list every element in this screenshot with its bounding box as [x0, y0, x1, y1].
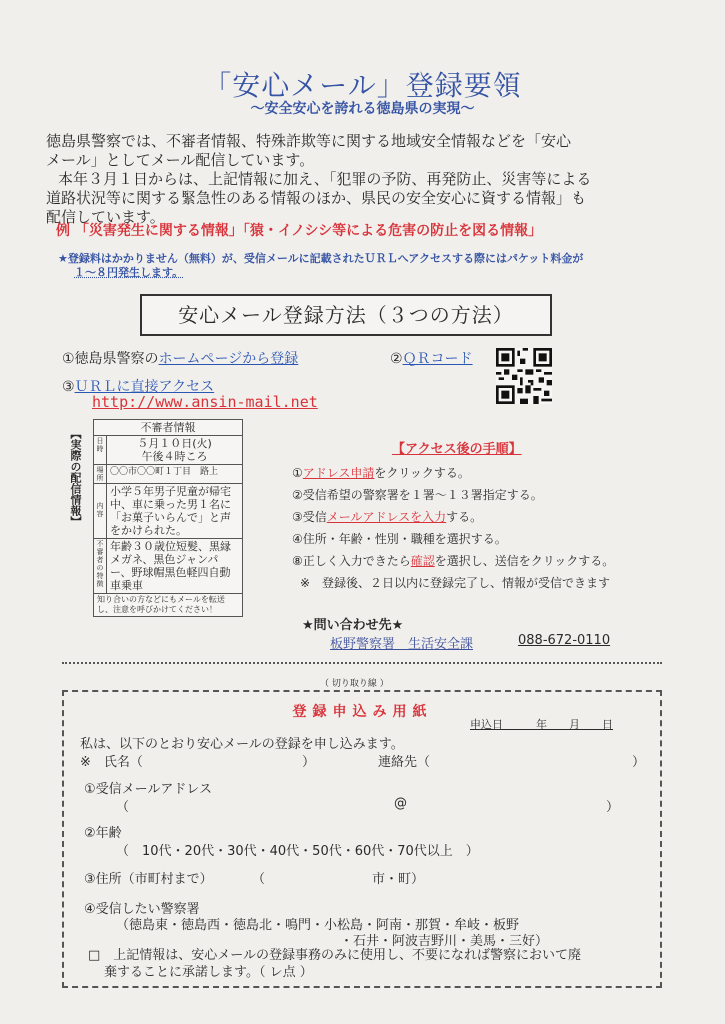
email-open: （	[116, 800, 130, 815]
sample-notification-box	[93, 419, 243, 617]
methods-heading-box: 安心メール登録方法（３つの方法）	[140, 294, 552, 336]
step-5-pre: ⑧正しく入力できたら	[292, 554, 411, 568]
step-3-num: ③受信	[292, 510, 327, 524]
fee-note-line-1: ★登録料はかかりません（無料）が、受信メールに記載されたＵＲＬへアクセスする際にはパケット料金が	[58, 252, 584, 265]
method-homepage-prefix: ①徳島県警察の	[62, 351, 159, 367]
sample-side-label: 【実際の配信情報】	[69, 428, 82, 527]
intro-line-5: 配信しています。	[46, 208, 165, 226]
contact-office: 板野警察署 生活安全課	[330, 637, 474, 652]
sample-content-row	[94, 483, 242, 538]
sample-date-day: ５月１０日(火)	[137, 437, 212, 450]
step-3	[292, 508, 482, 525]
steps-note: ※ 登録後、２日以内に登録完了し、情報が受信できます	[300, 576, 611, 590]
contact-field-label: 連絡先（	[378, 755, 431, 770]
cut-line	[62, 662, 662, 664]
step-5-rest: を選択し、送信をクリックする。	[434, 554, 615, 568]
qr-code-link[interactable]: ＱＲコード	[402, 351, 473, 367]
sample-header: 不審者情報	[140, 421, 196, 434]
station-label: ④受信したい警察署	[84, 902, 200, 917]
sample-content-value: 小学５年男子児童が帰宅中、車に乗った男１名に「お菓子いらんで」と声をかけられた。	[110, 485, 231, 537]
method-homepage	[62, 348, 298, 368]
contact-field-close: ）	[632, 755, 646, 770]
address-open: （	[252, 872, 266, 887]
name-close: ）	[302, 755, 316, 770]
consent-checkbox[interactable]: □ 上記情報は、安心メールの登録事務のみに使用し、不要になれば警察において廃	[88, 948, 582, 963]
step-3-rest: する。	[446, 510, 483, 524]
url-link[interactable]: http://www.ansin-mail.net	[92, 393, 318, 411]
page-title: 「安心メール」登録要領	[203, 69, 522, 102]
page-subtitle: 〜安全安心を誇れる徳島県の実現〜	[250, 101, 475, 117]
email-at: @	[394, 796, 407, 811]
method-qr	[390, 348, 473, 368]
form-title: 登録申込み用紙	[292, 704, 433, 720]
step-4: ④住所・年齢・性別・職種を選択する。	[292, 532, 507, 546]
address-apply-link: アドレス申請	[302, 466, 375, 480]
station-options-line-2[interactable]: ・石井・阿波吉野川・美馬・三好）	[340, 934, 549, 949]
sample-suspect-row	[94, 538, 242, 593]
example-text: 例 「災害発生に関する情報」「猿・イノシシ等による危害の防止を図る情報」	[56, 223, 543, 239]
intro-line-1: 徳島県警察では、不審者情報、特殊詐欺等に関する地域安全情報などを「安心	[46, 132, 572, 150]
age-options[interactable]: （ 10代・20代・30代・40代・50代・60代・70代以上 ）	[116, 844, 479, 859]
intro-line-2: メール」としてメール配信しています。	[46, 151, 315, 169]
step-1	[292, 464, 470, 481]
step-1-rest: をクリックする。	[374, 466, 470, 480]
method-url-prefix: ③	[62, 379, 75, 395]
fee-note-line-2: １〜８円発生します。	[74, 266, 184, 279]
qr-code-icon[interactable]	[496, 348, 552, 404]
homepage-link[interactable]: ホームページから登録	[158, 351, 299, 367]
consent-line-2: 棄することに承諾します。（ レ点 ）	[104, 965, 313, 980]
confirm-link: 確認	[410, 554, 435, 568]
sample-date-row	[94, 435, 242, 464]
email-label: ①受信メールアドレス	[84, 782, 213, 797]
direct-url-access-link[interactable]: ＵＲＬに直接アクセス	[74, 379, 215, 395]
cut-line-label: （ 切り取り線 ）	[320, 679, 389, 689]
sample-place-label: 場所	[94, 465, 107, 483]
email-input-link: メールアドレスを入力	[326, 510, 447, 524]
step-1-num: ①	[292, 466, 303, 480]
method-qr-prefix: ②	[390, 351, 403, 367]
step-5	[292, 552, 614, 569]
form-declaration: 私は、以下のとおり安心メールの登録を申し込みます。	[80, 737, 404, 752]
contact-heading: ★問い合わせ先★	[302, 618, 404, 633]
step-2: ②受信希望の警察署を１署〜１３署指定する。	[292, 488, 543, 502]
intro-line-4: 道路状況等に関する緊急性のある情報のほか、県民の安全安心に資する情報」も	[46, 189, 587, 207]
sample-date-time: 午後４時ころ	[141, 450, 208, 463]
sample-date-value	[107, 436, 242, 464]
intro-line-3: 本年３月１日からは、上記情報に加え、「犯罪の予防、再発防止、災害等による	[58, 170, 592, 188]
sample-place-value: 〇〇市〇〇町１丁目 路上	[110, 467, 219, 477]
sample-suspect-label: 不審者の特徴	[94, 539, 107, 593]
sample-content-label: 内容	[94, 484, 107, 538]
age-label: ②年齢	[84, 826, 122, 841]
steps-heading: 【アクセス後の手順】	[392, 442, 522, 457]
name-label: ※ 氏名（	[80, 755, 143, 770]
sample-date-label: 日時	[94, 436, 107, 464]
application-date-field[interactable]: 申込日 年 月 日	[470, 718, 613, 731]
contact-phone: 088-672-0110	[518, 633, 611, 648]
address-suffix: 市・町）	[372, 872, 425, 887]
sample-footer: 知り合いの方などにもメールを転送し、注意を呼びかけてください！	[97, 595, 225, 614]
address-label: ③住所（市町村まで）	[84, 872, 213, 887]
email-close: ）	[606, 800, 620, 815]
sample-header-row	[94, 420, 242, 435]
sample-suspect-value: 年齢３０歳位短髪、黒縁メガネ、黒色ジャンパー、野球帽黒色軽四自動車乗車	[110, 540, 231, 592]
sample-place-row	[94, 464, 242, 483]
station-options-line-1[interactable]: （徳島東・徳島西・徳島北・鳴門・小松島・阿南・那賀・牟岐・板野	[116, 918, 520, 933]
sample-footer-row	[94, 593, 242, 616]
